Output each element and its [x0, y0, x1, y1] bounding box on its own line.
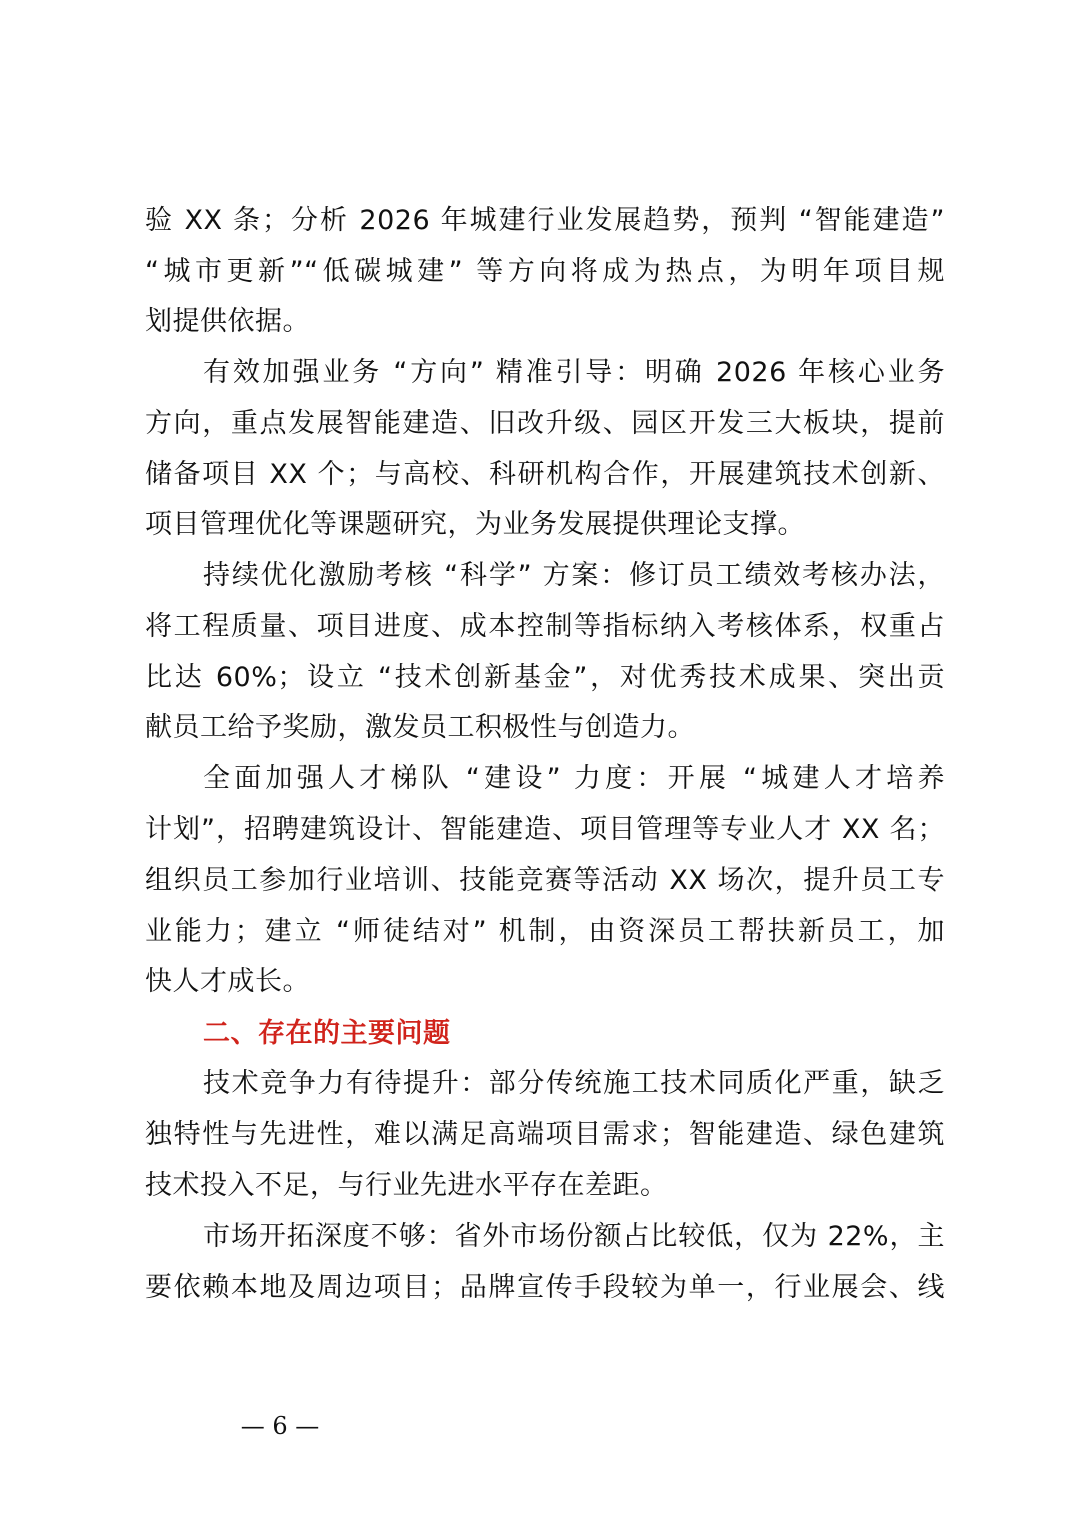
body-text-line: 计划”，招聘建筑设计、智能建造、项目管理等专业人才 XX 名； — [145, 814, 945, 845]
body-text-line: 献员工给予奖励，激发员工积极性与创造力。 — [145, 712, 695, 743]
body-text-line: 独特性与先进性，难以满足高端项目需求；智能建造、绿色建筑 — [145, 1119, 945, 1150]
body-text-line: 快人才成长。 — [145, 966, 310, 997]
body-text-line: 划提供依据。 — [145, 306, 310, 337]
body-text-line: 技术投入不足，与行业先进水平存在差距。 — [145, 1170, 668, 1201]
body-text-line: 验 XX 条；分析 2026 年城建行业发展趋势，预判 “智能建造” — [145, 205, 945, 236]
paragraph-first-line: 有效加强业务 “方向” 精准引导：明确 2026 年核心业务 — [203, 357, 945, 388]
page-number: — 6 — — [240, 1412, 320, 1440]
section-heading: 二、存在的主要问题 — [203, 1018, 451, 1049]
paragraph-first-line: 全面加强人才梯队 “建设” 力度：开展 “城建人才培养 — [203, 763, 945, 794]
body-text-line: 方向，重点发展智能建造、旧改升级、园区开发三大板块，提前 — [145, 408, 945, 439]
paragraph-first-line: 技术竞争力有待提升：部分传统施工技术同质化严重，缺乏 — [203, 1068, 945, 1099]
body-text-line: 将工程质量、项目进度、成本控制等指标纳入考核体系，权重占 — [145, 611, 945, 642]
body-text-line: 业能力；建立 “师徒结对” 机制，由资深员工帮扶新员工，加 — [145, 916, 945, 947]
paragraph-first-line: 市场开拓深度不够：省外市场份额占比较低，仅为 22%，主 — [203, 1221, 945, 1252]
body-text-line: 项目管理优化等课题研究，为业务发展提供理论支撑。 — [145, 509, 805, 540]
body-text-line: 要依赖本地及周边项目；品牌宣传手段较为单一，行业展会、线 — [145, 1272, 945, 1303]
body-text-line: 比达 60%；设立 “技术创新基金”，对优秀技术成果、突出贡 — [145, 662, 945, 693]
body-text-line: 组织员工参加行业培训、技能竞赛等活动 XX 场次，提升员工专 — [145, 865, 945, 896]
paragraph-first-line: 持续优化激励考核 “科学” 方案：修订员工绩效考核办法， — [203, 560, 945, 591]
body-text-line: 储备项目 XX 个；与高校、科研机构合作，开展建筑技术创新、 — [145, 459, 945, 490]
body-text-line: “城市更新”“低碳城建” 等方向将成为热点，为明年项目规 — [145, 256, 945, 287]
